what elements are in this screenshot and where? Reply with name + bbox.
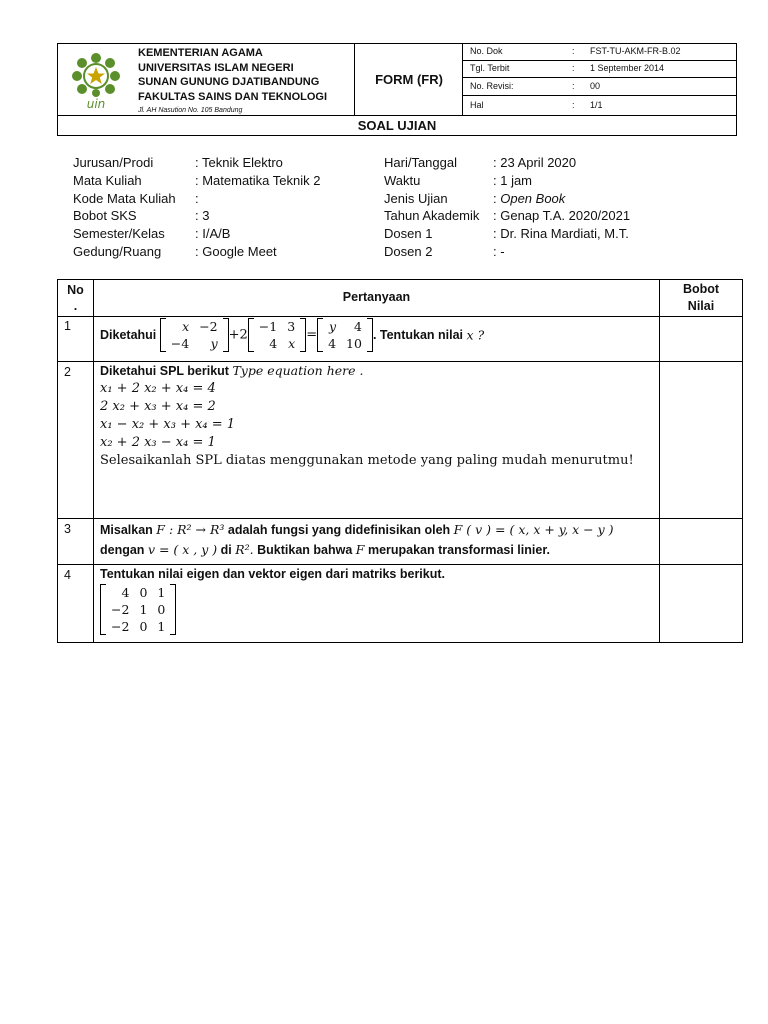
info-value-academic-year: : Genap T.A. 2020/2021 bbox=[493, 208, 631, 223]
doc-info-colon: : bbox=[572, 81, 575, 91]
q1-target: x ? bbox=[466, 327, 485, 343]
q3-math-1: F : R² → R³ bbox=[156, 522, 225, 537]
header-divider-1 bbox=[354, 43, 355, 115]
info-label-date: Hari/Tanggal bbox=[384, 155, 457, 170]
uin-logo bbox=[65, 48, 127, 110]
question-4-number: 4 bbox=[64, 568, 71, 582]
question-3-number: 3 bbox=[64, 522, 71, 536]
matrix-cell: x bbox=[182, 319, 190, 334]
matrix-cell: 1 bbox=[139, 602, 148, 617]
logo-wordmark: uin bbox=[86, 97, 106, 110]
q1-suffix: . Tentukan nilai bbox=[372, 328, 464, 342]
q2-intro-line bbox=[100, 362, 634, 380]
matrix-cell: −1 bbox=[258, 319, 278, 334]
table-col-divider-2 bbox=[659, 279, 660, 643]
question-2-text bbox=[100, 362, 634, 470]
matrix-cell: 0 bbox=[157, 602, 166, 617]
table-row-line-3 bbox=[57, 518, 743, 519]
column-header-number bbox=[58, 282, 93, 314]
matrix-cell: 4 bbox=[354, 319, 362, 334]
matrix-cell: −2 bbox=[111, 619, 130, 634]
q4-matrix bbox=[100, 584, 176, 635]
table-col-divider-1 bbox=[93, 279, 94, 643]
doc-info-value: FST-TU-AKM-FR-B.02 bbox=[590, 46, 681, 56]
q2-equation-4: x₂ + 2 x₃ − x₄ = 1 bbox=[100, 435, 216, 450]
doc-info-label: Hal bbox=[470, 100, 484, 110]
q3-math-3: v = ( x , y ) bbox=[147, 542, 218, 557]
info-value-exam-type bbox=[493, 190, 565, 208]
question-3-text bbox=[100, 520, 655, 560]
question-1-number: 1 bbox=[64, 319, 71, 333]
info-value-room: : Google Meet bbox=[195, 244, 277, 259]
info-label-exam-type: Jenis Ujian bbox=[384, 191, 448, 206]
q3-text-4: di bbox=[220, 543, 232, 557]
info-value-time: : 1 jam bbox=[493, 173, 533, 188]
q1-prefix: Diketahui bbox=[100, 328, 157, 342]
q2-intro: Diketahui SPL berikut bbox=[100, 364, 229, 378]
q3-text-5: Buktikan bahwa bbox=[257, 543, 353, 557]
uin-logo-icon bbox=[65, 48, 127, 110]
info-label-semester: Semester/Kelas bbox=[73, 226, 165, 241]
header-divider-2 bbox=[462, 43, 463, 115]
institution-line-1: KEMENTERIAN AGAMA bbox=[138, 47, 263, 59]
question-2-number: 2 bbox=[64, 365, 71, 379]
q3-math-2: F ( v ) = ( x, x + y, x − y ) bbox=[453, 522, 614, 537]
matrix-cell: −4 bbox=[170, 336, 190, 351]
q2-equation-placeholder: Type equation here . bbox=[232, 363, 364, 378]
info-value-prodi: : Teknik Elektro bbox=[195, 155, 283, 170]
q2-equation-3: x₁ − x₂ + x₃ + x₄ = 1 bbox=[100, 417, 236, 432]
doc-row-line-1 bbox=[462, 60, 737, 61]
doc-info-colon: : bbox=[572, 63, 575, 73]
matrix-cell: −2 bbox=[199, 319, 218, 334]
doc-info-colon: : bbox=[572, 46, 575, 56]
info-value-course: : Matematika Teknik 2 bbox=[195, 173, 321, 188]
doc-info-value: 1 September 2014 bbox=[590, 63, 665, 73]
info-label-time: Waktu bbox=[384, 173, 421, 188]
matrix-cell: 1 bbox=[157, 619, 166, 634]
institution-block bbox=[138, 46, 327, 116]
table-row-line-1 bbox=[57, 316, 743, 317]
info-label-lecturer-2: Dosen 2 bbox=[384, 244, 433, 259]
info-value-date: : 23 April 2020 bbox=[493, 155, 577, 170]
q1-matrix-a bbox=[160, 318, 229, 352]
column-header-question: Pertanyaan bbox=[342, 290, 411, 304]
doc-info-label: Tgl. Terbit bbox=[470, 63, 510, 73]
column-header-weight bbox=[660, 281, 742, 315]
matrix-cell: 4 bbox=[328, 336, 337, 351]
q2-equation-1: x₁ + 2 x₂ + x₄ = 4 bbox=[100, 381, 216, 396]
info-label-course: Mata Kuliah bbox=[73, 173, 142, 188]
institution-line-4: FAKULTAS SAINS DAN TEKNOLOGI bbox=[138, 90, 328, 103]
matrix-cell: 0 bbox=[139, 585, 148, 600]
matrix-cell: y bbox=[210, 336, 218, 351]
table-row-line-4 bbox=[57, 564, 743, 565]
info-value-exam-type-text: Open Book bbox=[500, 191, 566, 206]
q1-equals: = bbox=[306, 327, 318, 343]
matrix-cell: y bbox=[328, 319, 337, 334]
info-value-course-code: : bbox=[195, 191, 199, 206]
doc-info-colon: : bbox=[572, 100, 575, 110]
matrix-cell: −2 bbox=[111, 602, 130, 617]
q2-instruction: Selesaikanlah SPL diatas menggunakan metode yang paling mudah menurutmu! bbox=[100, 453, 634, 468]
institution-line-2: UNIVERSITAS ISLAM NEGERI bbox=[138, 61, 294, 74]
info-value-lecturer-2: : - bbox=[493, 244, 505, 259]
exam-title: SOAL UJIAN bbox=[357, 118, 437, 133]
matrix-cell: 1 bbox=[157, 585, 166, 600]
q3-text-2: adalah fungsi yang didefinisikan oleh bbox=[227, 523, 451, 537]
q1-plus-two: +2 bbox=[228, 327, 248, 343]
column-header-weight-line2: Nilai bbox=[687, 299, 715, 313]
matrix-cell: 4 bbox=[121, 585, 130, 600]
doc-row-line-3 bbox=[462, 95, 737, 96]
info-label-room: Gedung/Ruang bbox=[73, 244, 162, 259]
column-header-weight-line1: Bobot bbox=[682, 282, 720, 296]
q3-text-3: dengan bbox=[100, 543, 145, 557]
info-label-prodi: Jurusan/Prodi bbox=[73, 155, 154, 170]
info-label-credits: Bobot SKS bbox=[73, 208, 137, 223]
info-value-exam-type-colon: : bbox=[493, 191, 501, 206]
institution-line-3: SUNAN GUNUNG DJATIBANDUNG bbox=[138, 76, 320, 88]
matrix-cell: 10 bbox=[346, 336, 362, 351]
matrix-cell: 0 bbox=[139, 619, 148, 634]
column-header-number-line1: No bbox=[67, 283, 84, 297]
doc-info-value: 00 bbox=[590, 81, 601, 91]
institution-address: Jl. AH Nasution No. 105 Bandung bbox=[138, 107, 243, 114]
doc-row-line-2 bbox=[462, 77, 737, 78]
info-label-lecturer-1: Dosen 1 bbox=[384, 226, 433, 241]
question-4-text bbox=[100, 566, 445, 635]
q3-text-6: merupakan transformasi linier. bbox=[367, 543, 550, 557]
question-1-text bbox=[100, 318, 484, 352]
q1-matrix-c bbox=[317, 318, 373, 352]
matrix-cell: x bbox=[288, 336, 296, 351]
matrix-cell: 4 bbox=[269, 336, 278, 351]
q3-math-4: R². bbox=[235, 542, 254, 557]
column-header-number-line2: . bbox=[73, 299, 78, 313]
q3-text-1: Misalkan bbox=[100, 523, 153, 537]
doc-info-label: No. Revisi: bbox=[470, 81, 514, 91]
info-label-academic-year: Tahun Akademik bbox=[384, 208, 480, 223]
q3-math-5: F bbox=[355, 542, 365, 557]
info-value-credits: : 3 bbox=[195, 208, 210, 223]
info-label-course-code: Kode Mata Kuliah bbox=[73, 191, 176, 206]
q1-matrix-b bbox=[248, 318, 306, 352]
matrix-cell: 3 bbox=[287, 319, 296, 334]
doc-info-label: No. Dok bbox=[470, 46, 503, 56]
q4-prompt: Tentukan nilai eigen dan vektor eigen dari matriks berikut. bbox=[100, 567, 446, 581]
form-title: FORM (FR) bbox=[375, 71, 443, 87]
doc-info-value: 1/1 bbox=[590, 100, 603, 110]
q2-equation-2: 2 x₂ + x₃ + x₄ = 2 bbox=[100, 399, 216, 414]
info-value-semester: : I/A/B bbox=[195, 226, 231, 241]
info-value-lecturer-1: : Dr. Rina Mardiati, M.T. bbox=[493, 226, 629, 241]
